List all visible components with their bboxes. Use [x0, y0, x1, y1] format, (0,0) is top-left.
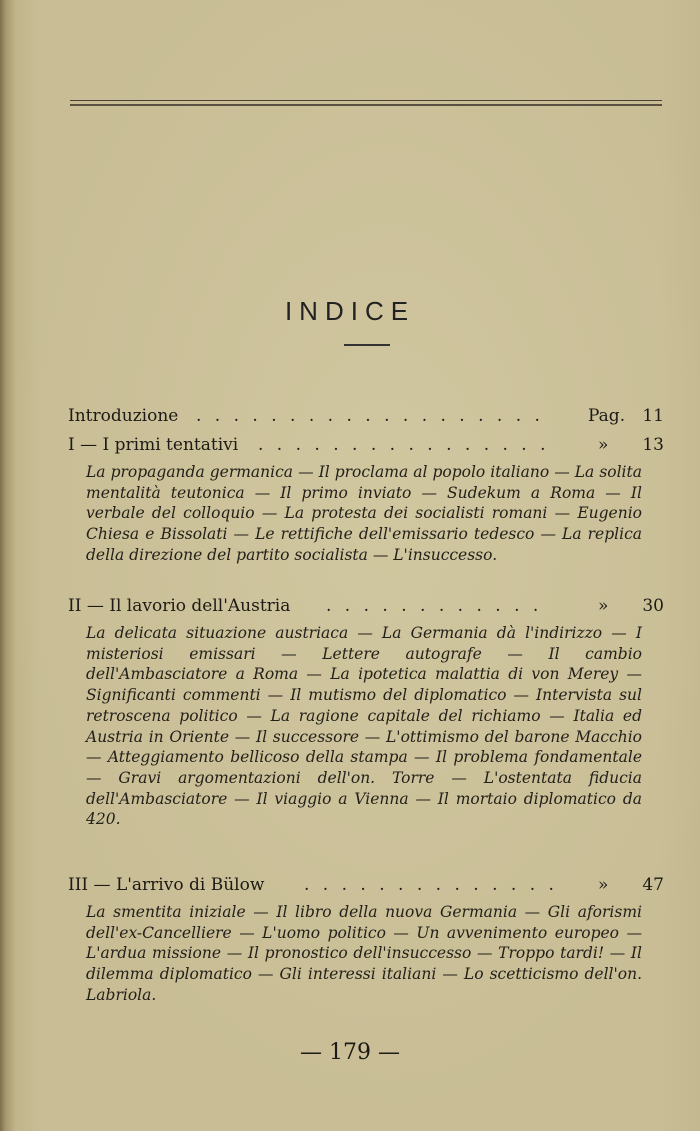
toc-line [68, 433, 664, 457]
page-folio: — 179 — [300, 1040, 400, 1065]
leader-dots: . . . . . . . . . . . . . . . . . . . [196, 406, 544, 426]
leader-dots: . . . . . . . . . . . . . . . . [258, 435, 550, 455]
leader-dots: . . . . . . . . . . . . [326, 596, 543, 616]
top-rule-double [70, 104, 662, 106]
toc-entry-chapter-1 [68, 433, 664, 566]
toc-entry-label: II — Il lavorio dell'Austria [68, 596, 291, 616]
page-title: INDICE [284, 296, 416, 326]
toc-entry-label: III — L'arrivo di Bülow [68, 875, 265, 895]
page-prefix: » [598, 435, 609, 455]
page-prefix: » [598, 875, 609, 895]
toc-line [68, 594, 664, 618]
toc-entry-label: Introduzione [68, 406, 179, 426]
toc-entry-introduzione [68, 404, 664, 428]
page-prefix: Pag. [588, 406, 626, 426]
page-number: 11 [642, 406, 664, 426]
top-rule [70, 100, 662, 101]
page-number: 47 [642, 875, 664, 895]
chapter-summary: La smentita iniziale — Il libro della nuova Germania — Gli aforismi dell'ex-Cancelliere — L'uomo politico — Un avvenimento europeo — L'ardua missione — Il pronostico dell'insuccesso — Troppo tardi! — Il dilemma diplomatico — Gli interessi italiani — Lo scetticismo dell'on. Labriola. [86, 903, 642, 1004]
title-underline [344, 344, 390, 346]
toc-entry-chapter-2 [68, 594, 664, 830]
page-prefix: » [598, 596, 609, 616]
toc-entry-chapter-3 [68, 873, 664, 1006]
chapter-summary: La delicata situazione austriaca — La Germania dà l'indirizzo — I misteriosi emissari — Lettere autografe — Il cambio dell'Ambasciatore a Roma — La ipotetica malattia di von Merey — Significanti commenti — Il mutismo del diplomatico — Intervista sul retroscena politico — La ragione capitale del richiamo — Italia ed Austria in Oriente — Il successore — L'ottimismo del barone Macchio — Atteggiamento bellicoso della stampa — Il problema fondamentale — Gravi argomentazioni dell'on. Torre — L'ostentata fiducia dell'Ambasciatore — Il viaggio a Vienna — Il mortaio diplomatico da 420. [86, 624, 642, 829]
toc-entry-label: I — I primi tentativi [68, 435, 239, 455]
page-number: 30 [642, 596, 664, 616]
toc-line [68, 404, 664, 428]
leader-dots: . . . . . . . . . . . . . . [304, 875, 558, 895]
page-number: 13 [642, 435, 664, 455]
toc-line [68, 873, 664, 897]
chapter-summary: La propaganda germanica — Il proclama al popolo italiano — La solita mentalità teutonica — Il primo inviato — Sudekum a Roma — Il verbale del colloquio — La protesta dei socialisti romani — Eugenio Chiesa e Bissolati — Le rettifiche dell'emissario tedesco — La replica della direzione del partito socialista — L'insuccesso. [86, 463, 642, 564]
